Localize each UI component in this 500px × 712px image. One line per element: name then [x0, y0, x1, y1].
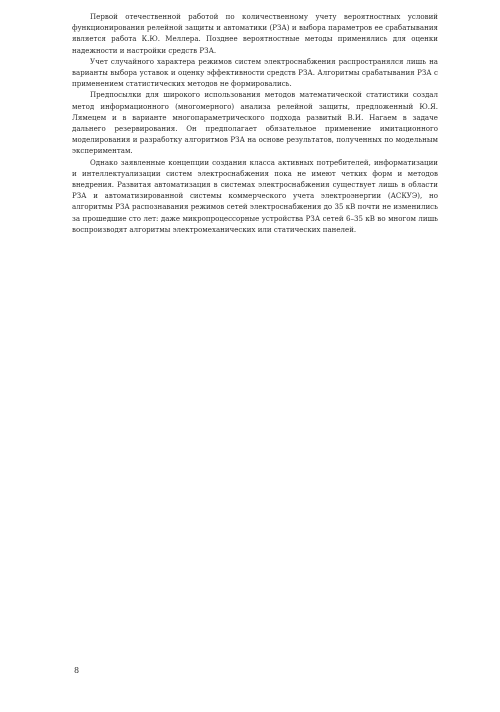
page-number: 8	[74, 666, 80, 675]
body-text	[72, 11, 438, 235]
paragraph-2: Учет случайного характера режимов систем электроснабжения распространялся лишь на варианты выбора уставок и оценку эффективности средств РЗА. Алгоритмы срабатывания РЗА с применением статистических методов не формировались.	[72, 56, 438, 89]
paragraph-4: Однако заявленные концепции создания класса активных потребителей, информатизации и интеллектуализации систем электроснабжения пока не имеют четких форм и методов внедрения. Развитая автоматизация в системах электроснабжения существует лишь в области РЗА и автоматизированной системы коммерческого учета электроэнергии (АСКУЭ), но алгоритмы РЗА распознавания режимов сетей электроснабжения до 35 кВ почти не изменились за прошедшие сто лет: даже микропроцессорные устройства РЗА сетей 6–35 кВ во многом лишь воспроизводят алгоритмы электромеханических или статических панелей.	[72, 157, 438, 234]
paragraph-1: Первой отечественной работой по количественному учету вероятностных условий функционирования релейной защиты и автоматики (РЗА) и выбора параметров ее срабатывания является работа К.Ю. Меллера. Позднее вероятностные методы применялись для оценки надежности и настройки средств РЗА.	[72, 12, 438, 55]
paragraph-3: Предпосылки для широкого использования методов математической статистики создал метод информационного (многомерного) анализа релейной защиты, предложенный Ю.Я. Лямецем и в варианте многопараметрического подхода развитый В.И. Нагаем в задаче дальнего резервирования. Он предполагает обязательное применение имитационного моделирования и разработку алгоритмов РЗА на основе результатов, полученных по модельным экспериментам.	[72, 90, 438, 156]
